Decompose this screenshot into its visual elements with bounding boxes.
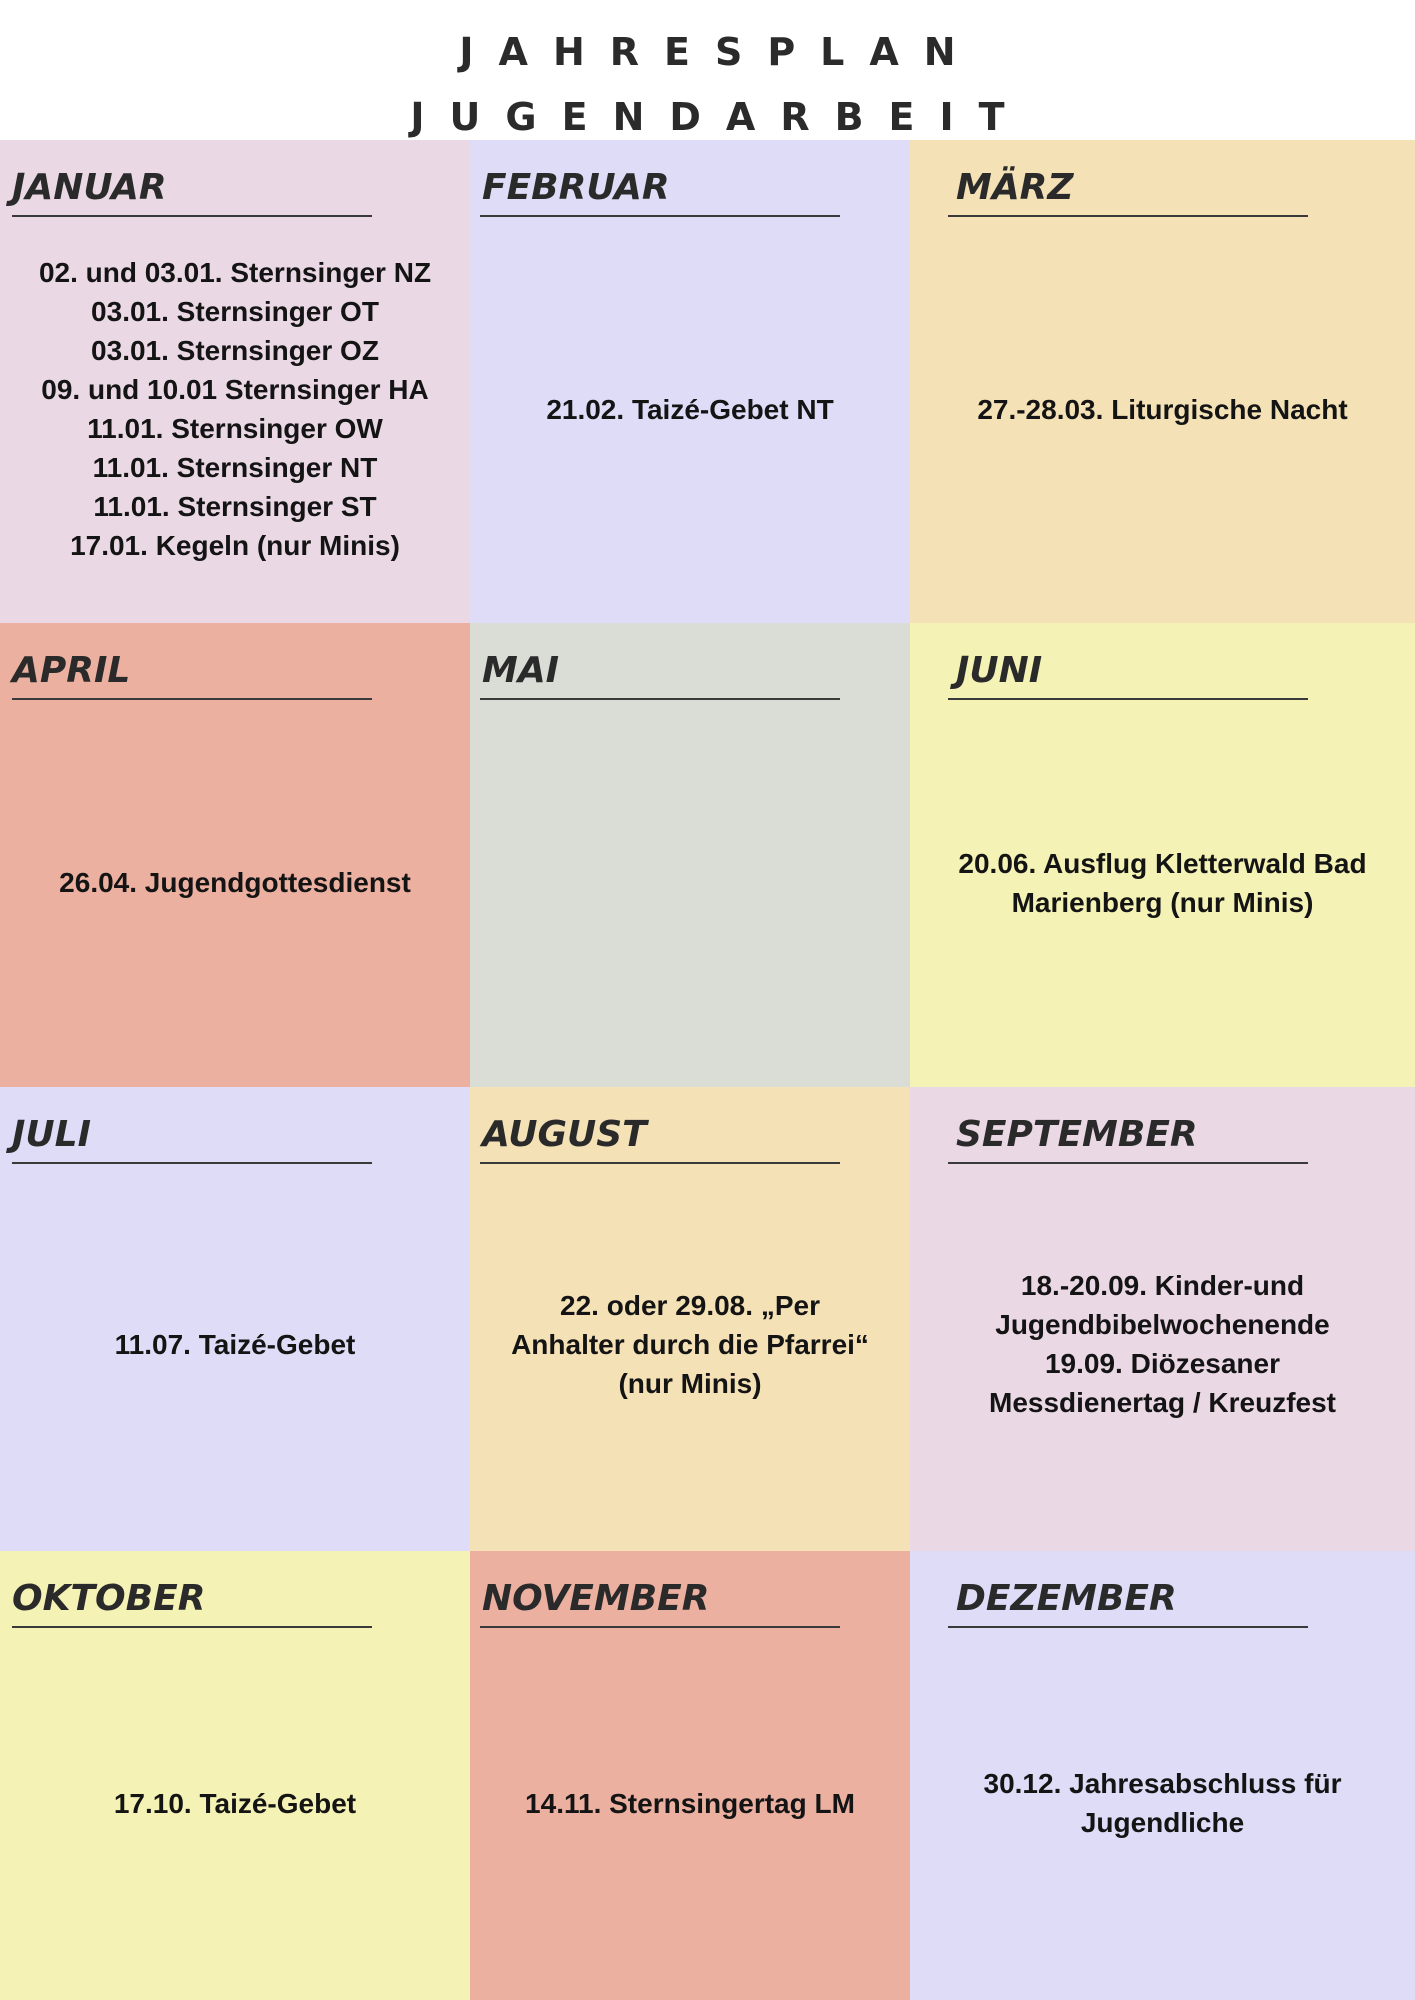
event-list bbox=[0, 235, 470, 583]
event-list bbox=[910, 1646, 1415, 1960]
event-item: 30.12. Jahresabschluss für bbox=[983, 1768, 1342, 1799]
month-name: JUNI bbox=[956, 650, 1043, 691]
event-item: 19.09. Diözesaner bbox=[1044, 1348, 1281, 1379]
month-cell-8 bbox=[470, 1087, 910, 1551]
month-cell-11 bbox=[470, 1551, 910, 2000]
event-list bbox=[470, 235, 910, 583]
event-item: (nur Minis) bbox=[618, 1367, 762, 1399]
month-underline bbox=[480, 215, 840, 217]
month-name: DEZEMBER bbox=[956, 1578, 1177, 1619]
month-name: NOVEMBER bbox=[482, 1578, 710, 1619]
event-item: 11.01. Sternsinger ST bbox=[93, 491, 377, 522]
month-cell-12 bbox=[910, 1551, 1415, 2000]
event-item: 26.04. Jugendgottesdienst bbox=[59, 867, 411, 898]
event-list bbox=[0, 1646, 470, 1960]
month-cell-10 bbox=[0, 1551, 470, 2000]
month-underline bbox=[12, 698, 372, 700]
event-item: Anhalter durch die Pfarrei“ bbox=[511, 1328, 869, 1360]
event-list bbox=[470, 1646, 910, 1960]
page-title-line-2: JUGENDARBEIT bbox=[410, 95, 1030, 139]
event-list bbox=[470, 718, 910, 1047]
month-name: MÄRZ bbox=[956, 167, 1074, 208]
event-item: 22. oder 29.08. „Per bbox=[560, 1289, 820, 1321]
month-underline bbox=[948, 1626, 1308, 1628]
event-item: 03.01. Sternsinger OZ bbox=[91, 335, 379, 366]
month-underline bbox=[480, 698, 840, 700]
month-underline bbox=[480, 1162, 840, 1164]
event-item: 03.01. Sternsinger OT bbox=[91, 296, 379, 327]
event-item: 27.-28.03. Liturgische Nacht bbox=[977, 393, 1348, 425]
event-item: 17.10. Taizé-Gebet bbox=[113, 1787, 357, 1819]
month-name: AUGUST bbox=[482, 1114, 647, 1155]
month-name: FEBRUAR bbox=[482, 167, 670, 208]
month-cell-6 bbox=[910, 623, 1415, 1087]
event-item: 11.07. Taizé-Gebet bbox=[114, 1328, 356, 1360]
page-title-line-1: JAHRESPLAN bbox=[459, 30, 981, 74]
event-item: 09. und 10.01 Sternsinger HA bbox=[41, 374, 429, 405]
event-item: 20.06. Ausflug Kletterwald Bad bbox=[958, 847, 1367, 879]
event-item: 14.11. Sternsingertag LM bbox=[525, 1787, 855, 1819]
month-underline bbox=[12, 1162, 372, 1164]
month-underline bbox=[948, 1162, 1308, 1164]
event-item: 18.-20.09. Kinder-und bbox=[1020, 1270, 1305, 1301]
month-name: APRIL bbox=[12, 650, 131, 691]
event-item: Marienberg (nur Minis) bbox=[1011, 886, 1314, 918]
month-cell-2 bbox=[470, 140, 910, 623]
month-name: OKTOBER bbox=[12, 1578, 206, 1619]
month-name: JULI bbox=[12, 1114, 91, 1155]
event-list bbox=[910, 235, 1415, 583]
event-item: 02. und 03.01. Sternsinger NZ bbox=[38, 257, 432, 288]
month-cell-1 bbox=[0, 140, 470, 623]
month-underline bbox=[948, 698, 1308, 700]
month-underline bbox=[12, 215, 372, 217]
event-item: 17.01. Kegeln (nur Minis) bbox=[70, 530, 400, 561]
month-underline bbox=[948, 215, 1308, 217]
month-underline bbox=[480, 1626, 840, 1628]
event-list bbox=[910, 1177, 1415, 1511]
event-item: Jugendliche bbox=[1080, 1807, 1245, 1838]
event-list bbox=[910, 718, 1415, 1047]
month-cell-9 bbox=[910, 1087, 1415, 1551]
event-item: 11.01. Sternsinger NT bbox=[92, 452, 378, 483]
event-item: Messdienertag / Kreuzfest bbox=[989, 1387, 1336, 1418]
month-underline bbox=[12, 1626, 372, 1628]
month-cell-7 bbox=[0, 1087, 470, 1551]
month-name: SEPTEMBER bbox=[956, 1114, 1198, 1155]
month-cell-3 bbox=[910, 140, 1415, 623]
month-cell-4 bbox=[0, 623, 470, 1087]
month-name: JANUAR bbox=[12, 167, 167, 208]
event-item: 21.02. Taizé-Gebet NT bbox=[546, 393, 834, 425]
event-item: 11.01. Sternsinger OW bbox=[87, 413, 383, 444]
event-list bbox=[470, 1177, 910, 1511]
event-list bbox=[0, 1177, 470, 1511]
month-cell-5 bbox=[470, 623, 910, 1087]
event-list bbox=[0, 718, 470, 1047]
event-item: Jugendbibelwochenende bbox=[995, 1309, 1330, 1340]
month-name: MAI bbox=[482, 650, 560, 691]
